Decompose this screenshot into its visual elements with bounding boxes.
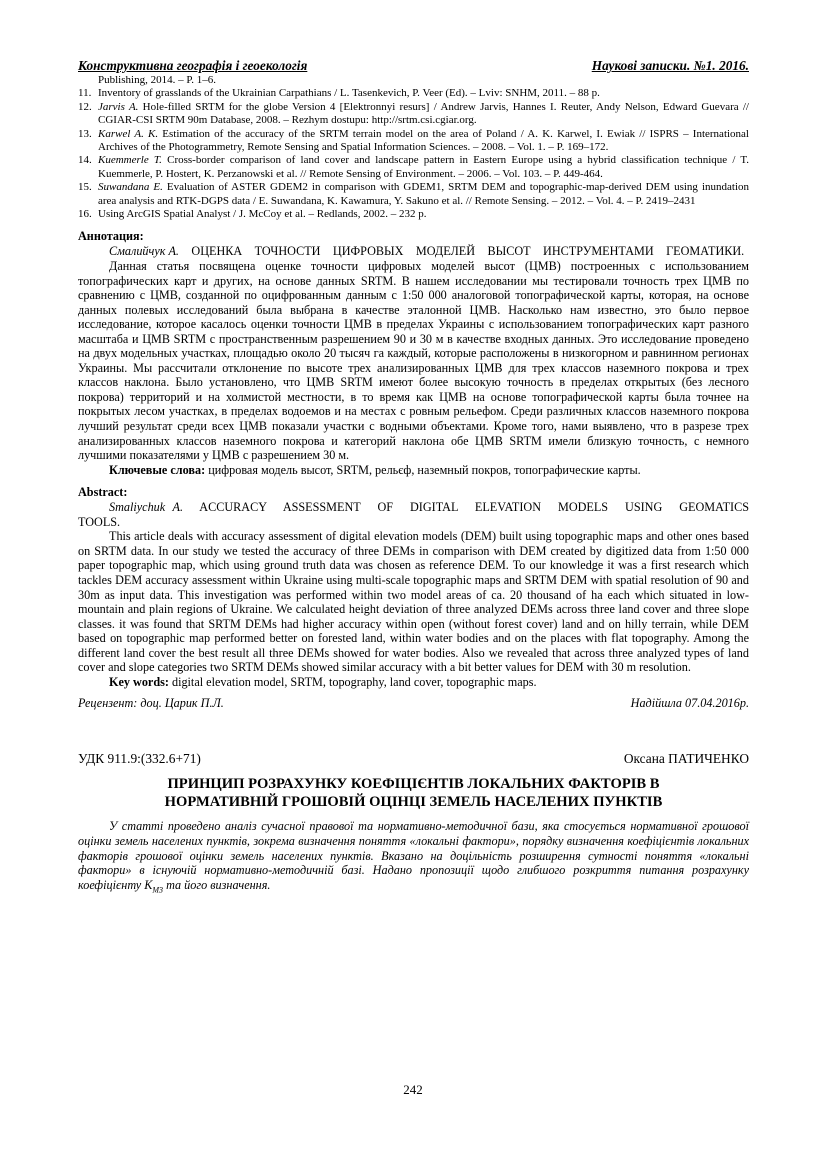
article-title [78,776,749,811]
page-content [78,58,749,910]
reference-item: 11. Inventory of grasslands of the Ukrainian Carpathians / L. Tasenkevich, P. Veer (Ed). – Lviv: SNHM, 2011. – 88 p. [78,87,749,100]
abstract-heading [78,500,749,529]
reviewer: Рецензент: доц. Царик П.Л. [78,696,224,711]
reference-text: Inventory of grasslands of the Ukrainian Carpathians / L. Tasenkevich, P. Veer (Ed). – Lviv: SNHM, 2011. – 88 p. [98,87,600,100]
udc-code: УДК 911.9:(332.6+71) [78,751,201,767]
reference-text: Publishing, 2014. – P. 1–6. [98,74,216,86]
abstract-label: Abstract: [78,485,128,500]
annotation-keywords-label: Ключевые слова: [109,462,206,477]
received-date: Надійшла 07.04.2016р. [630,696,749,711]
coefficient-symbol: К [144,877,153,892]
reference-item: 16. Using ArcGIS Spatial Analyst / J. McCoy et al. – Redlands, 2002. – 232 p. [78,208,749,221]
reference-text: Hole-filled SRTM for the globe Version 4 [Elektronnyi resurs] / Andrew Jarvis, Hannes I. Reuter, Andy Nelson, Edward Guevara // CGIAR-CSI SRTM 90m Database, 2008. – Rezhym dostupu: http://srtm.csi.cgiar.org. [98,100,749,127]
reference-text: Evaluation of ASTER GDEM2 in comparison with GDEM1, SRTM DEM and topographic-map-derived DEM using inundation area analysis and RTK-DGPS data / E. Suwandana, K. Kawamura, Y. Sakuno et al. // Remote Sensing. – 2012. – Vol. 4. – P. 2419–2431 [98,181,749,207]
annotation-title: ОЦЕНКА ТОЧНОСТИ ЦИФРОВЫХ МОДЕЛЕЙ ВЫСОТ ИНСТРУМЕНТАМИ ГЕОМАТИКИ. [191,244,745,259]
header-right: Наукові записки. №1. 2016. [591,58,749,73]
reference-text: Estimation of the accuracy of the SRTM terrain model on the area of Poland / A. K. Karwel, I. Ewiak // ISPRS – International Archives of the Photogrammetry, Remote Sensing and Spatial Information Sciences. – 2008. – Vol. 1. – P. 169–172. [98,127,749,154]
reference-item: 14. Kuemmerle T. Cross-border comparison of land cover and landscape pattern in Eastern Europe using a hybrid classification technique / T. Kuemmerle, P. Hostert, K. Perzanowski et al. // Remote Sensing of Environment. – 2006. – Vol. 103. – P. 449-464. [78,154,750,180]
annotation-author: Смалийчук А. [109,244,179,259]
annotation-label: Аннотация: [78,229,144,244]
coefficient-subscript: М3 [152,885,164,895]
article-author: Оксана ПАТИЧЕНКО [623,751,749,767]
next-article-meta [78,751,749,767]
reference-list [78,74,749,221]
reference-author: Kuemmerle T. [98,154,162,167]
reference-item: 15. Suwandana E. Evaluation of ASTER GDEM2 in comparison with GDEM1, SRTM DEM and topographic-map-derived DEM using inundation area analysis and RTK-DGPS data / E. Suwandana, K. Kawamura, Y. Sakuno et al. // Remote Sensing. – 2012. – Vol. 4. – P. 2419–2431 [78,181,749,207]
abstract-body: This article deals with accuracy assessment of digital elevation models (DEM) built using topographic maps and other ones based on SRTM data. In our study we tested the accuracy of three DEMs in comparison with DEM created by digitized data from 1:50 000 paper topographic map, which using ground truth data was chosen as reference DEM. To our knowledge it was a first research which tackles DEM accuracy assessment within Ukraine using multi-scale topographic maps and SRTM DEM with spatial resolution of 90 and 30m as input data. This investigation was performed within two model areas of ca. 20 thousand of ha each which situated in low-mountain and plain regions of Ukraine. We calculated height deviation of three analyzed DEMs across three land cover and three slope classes. it was found that SRTM DEMs had higher accuracy within open (without forest cover) land and on hilly terrain, while DEM based on topographic map performed better on forested land, within water bodies and on the places with flat topography. Among the different land cover the best result all three DEMs showed for water bodies. Also we revealed that across three analyzed types of land cover and slope categories two SRTM DEMs showed similar accuracy with a bit better values for DEM with 30 m resolution. [78,529,749,675]
reference-text: Cross-border comparison of land cover and landscape pattern in Eastern Europe using a hybrid classification technique / T. Kuemmerle, P. Hostert, K. Perzanowski et al. // Remote Sensing of Environment. – 2006. – Vol. 103. – P. 449-464. [98,154,750,180]
reference-author: Jarvis A. [98,100,139,113]
abstract-keywords [78,675,749,690]
page-number: 242 [403,1082,423,1097]
abstract-title: ACCURACY ASSESSMENT OF DIGITAL ELEVATION MODELS USING GEOMATICS TOOLS. [78,500,749,529]
reference-item [78,74,749,87]
running-header [78,58,749,74]
reference-author: Suwandana E. [98,181,163,194]
abstract-keywords-text: digital elevation model, SRTM, topography, land cover, topographic maps. [168,674,537,689]
reference-author: Karwel A. K. [98,127,159,140]
abstract-keywords-label: Key words: [109,674,169,689]
reference-text: Using ArcGIS Spatial Analyst / J. McCoy et al. – Redlands, 2002. – 232 p. [98,208,427,221]
abstract-author: Smaliychuk A. [109,500,183,515]
reference-item: 12. Jarvis A. Hole-filled SRTM for the globe Version 4 [Elektronnyi resurs] / Andrew Jarvis, Hannes I. Reuter, Andy Nelson, Edward Guevara // CGIAR-CSI SRTM 90m Database, 2008. – Rezhym dostupu: http://srtm.csi.cgiar.org. [78,100,749,127]
article-title-line: НОРМАТИВНІЙ ГРОШОВІЙ ОЦІНЦІ ЗЕМЕЛЬ НАСЕЛЕНИХ ПУНКТІВ [164,793,663,810]
annotation-keywords-text: цифровая модель высот, SRTM, рельєф, наземный покров, топографические карты. [205,462,641,477]
header-left: Конструктивна географія і геоекологія [78,58,308,73]
annotation-heading [78,244,749,259]
annotation-body: Данная статья посвящена оценке точности цифровых моделей высот (ЦМВ) построенных с использованием топографических карт и других, на основе данных SRTM. В нашем исследовании мы тестировали точность трех ЦМВ по сравнению с ЦМВ, созданной по оцифрованным данным с 1:50 000 аналоговой топографической карты, которая, на основе данных полевых исследований была выбрана в качестве эталонной ЦМВ. Насколько нам известно, это было первое исследование, которое касалось оценки точности ЦМВ в пределах Украины с использованием топографических карт разного масштаба и ЦМВ SRTM с пространственным разрешением 90 и 30 м в качестве входных данных. Это исследование проведено на двух модельных участках, площадью около 20 тысяч га каждый, которые расположены в низкогорном и равнинном регионах Украины. Мы рассчитали отклонение по высоте трех анализированных ЦМВ для трех классов наземного покрова и трех классов наклона. Было установлено, что ЦМВ SRTM имеют более высокую точность в пределах открытых (без лесного покрова) территорий и на холмистой местности, в то время как ЦМВ на основе топографической карты была точнее на покрытых лесом участках, в пределах водоемов и на местах с ровным рельефом. Среди различных классов наземного покрова лучший результат среди всех ЦМВ показали участки с водными объектами. Кроме того, нами выявлено, что в разрезе трех анализированных классов наземного покрова и категорий наклона обе ЦМВ SRTM имели близкую точность, с немного лучшими показателями у ЦМВ с разрешением 30 м. [78,259,749,463]
annotation-keywords [78,463,749,478]
article-title-line: ПРИНЦИП РОЗРАХУНКУ КОЕФІЦІЄНТІВ ЛОКАЛЬНИХ ФАКТОРІВ В [167,776,660,793]
article-summary: У статті проведено аналіз сучасної правової та нормативно-методичної бази, яка стосується нормативної грошової оцінки земель населених пунктів, зокрема визначення поняття «локальні фактори», порядку визначення коефіцієнтів локальних факторів грошової оцінки земель населених пунктів. Вказано на доцільність розширення сутності поняття «локальні фактори» в існуючій нормативно-методичній базі. Надано пропозиції щодо глибшого розкриття питання розрахунку коефіцієнту $К_{М3}$ та його визначення. [78,819,749,895]
review-line [78,696,749,711]
reference-item: 13. Karwel A. K. Estimation of the accuracy of the SRTM terrain model on the area of Poland / A. K. Karwel, I. Ewiak // ISPRS – International Archives of the Photogrammetry, Remote Sensing and Spatial Information Sciences. – 2008. – Vol. 1. – P. 169–172. [78,127,749,154]
